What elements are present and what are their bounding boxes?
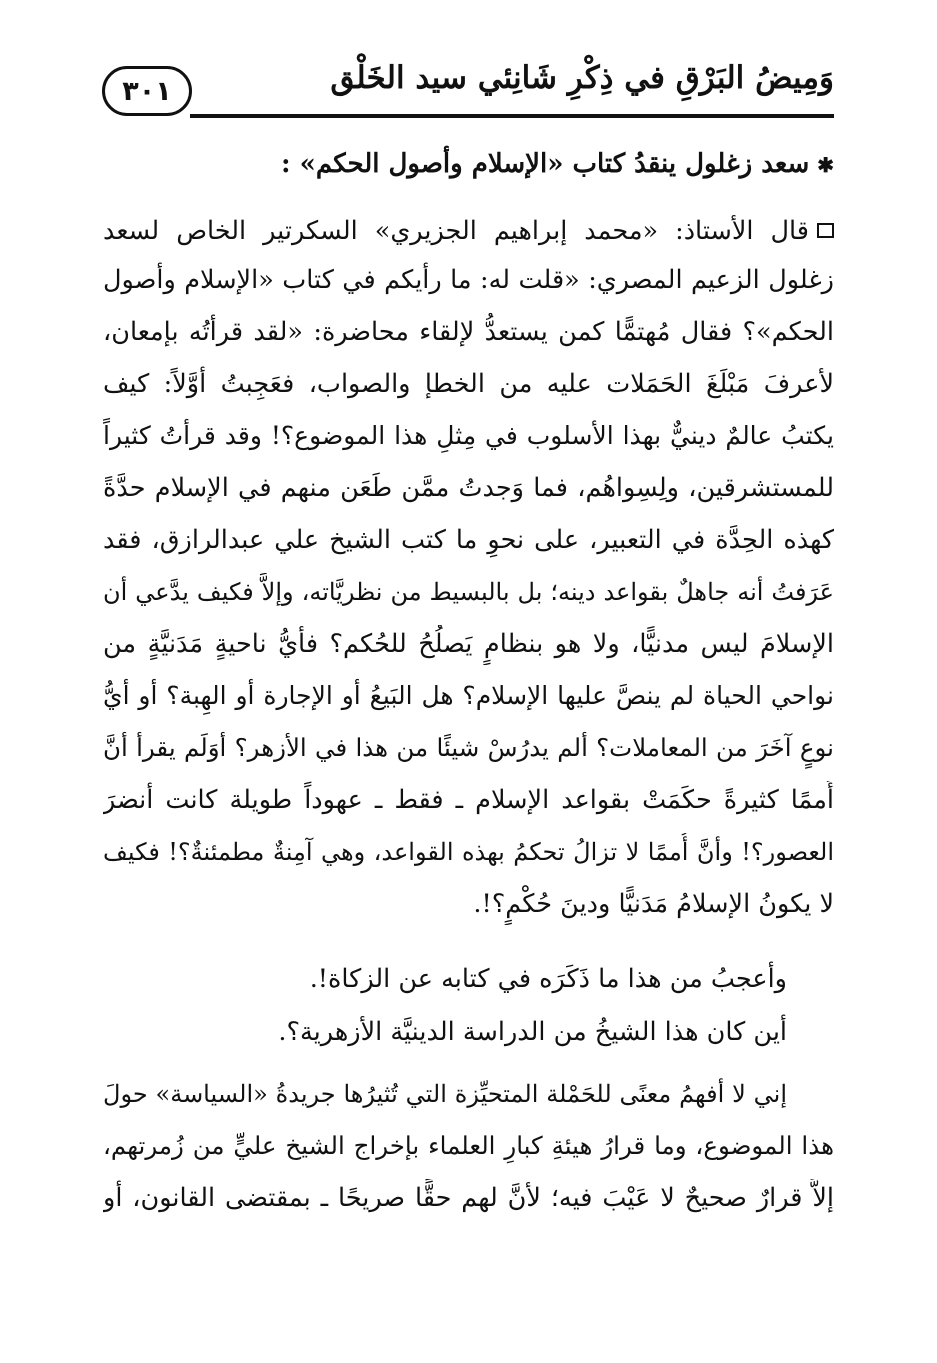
asterisk-marker-icon: ✱ — [817, 153, 834, 177]
running-title: وَمِيضُ البَرْقِ في ذِكْرِ شَانِئي سيد الخَلْق — [330, 60, 834, 96]
body-line: نوعٍ آخَرَ من المعاملات؟ ألم يدرُسْ شيئًا من هذا في الأزهر؟ أوَلَم يقرأ أنَّ — [103, 733, 834, 762]
body-line: لا يكونُ الإسلامُ مَدَنيًّا ودينَ حُكْمٍ؟!. — [473, 889, 834, 919]
paragraph-line: إني لا أفهمُ معنًى للحَمْلة المتحيِّزة التي تُثيرُها جريدةُ «السياسة» حولَ — [103, 1080, 787, 1108]
body-line: نواحي الحياة لم ينصَّ عليها الإسلام؟ هل البَيعُ أو الإجارة أو الهِبة؟ أو أيُّ — [103, 681, 834, 710]
body-line: زغلول الزعيم المصري: «قلت له: ما رأيكم في كتاب «الإسلام وأصول — [103, 265, 834, 295]
body-line: أُممًا كثيرةً حكَمَتْ بقواعد الإسلام ـ فقط ـ عهوداً طويلة كانت أنضرَ — [103, 785, 834, 815]
header-rule — [190, 114, 834, 118]
body-line: لأعرفَ مَبْلَغَ الحَمَلات عليه من الخطإ والصواب، فعَجِبتُ أوَّلاً: كيف — [103, 369, 834, 399]
body-line: الإسلامَ ليس مدنيًّا، ولا هو بنظامٍ يَصلُحُ للحُكم؟ فأيُّ ناحيةٍ مَدَنيَّةٍ من — [103, 629, 834, 659]
section-heading — [281, 149, 834, 179]
body-line: هذا الموضوع، وما قرارُ هيئةِ كبارِ العلماء بإخراج الشيخ عليٍّ من زُمرتهم، — [103, 1131, 834, 1160]
body-line: الحكم»؟ فقال مُهتمًّا كمن يستعدُّ لإلقاء محاضرة: «لقد قرأتُه بإمعان، — [103, 317, 834, 347]
body-line: العصور؟! وأنَّ أُممًا لا تزالُ تحكمُ بهذه القواعد، وهي آمِنةٌ مطمئنةٌ؟! فكيف — [103, 838, 834, 866]
square-bullet-icon — [817, 223, 834, 238]
body-line: كهذه الحِدَّة في التعبير، على نحوِ ما كتب الشيخ علي عبدالرازق، فقد — [103, 525, 834, 555]
body-line: عَرَفتُ أنه جاهلٌ بقواعد دينه؛ بل بالبسيط من نظريَّاته، وإلاَّ فكيف يدَّعي أن — [103, 578, 834, 606]
page-header — [102, 50, 834, 130]
paragraph-line: وأعجبُ من هذا ما ذَكَرَه في كتابه عن الزكاة!. — [309, 964, 787, 994]
section-heading-text: سعد زغلول ينقدُ كتاب «الإسلام وأصول الحكم» : — [280, 149, 810, 179]
body-line: للمستشرقين، ولِسِواهُم، فما وَجدتُ ممَّن طَعَن منهم في الإسلام حدَّةً — [103, 473, 834, 503]
body-line: يكتبُ عالمٌ دينيٌّ بهذا الأسلوب في مِثلِ هذا الموضوع؟! وقد قرأتُ كثيراً — [103, 421, 834, 450]
body-line: إلاَّ قرارٌ صحيحٌ لا عَيْبَ فيه؛ لأنَّ لهم حقًّا صريحًا ـ بمقتضى القانون، أو — [103, 1183, 834, 1213]
page-number: ٣٠١ — [102, 66, 192, 116]
body-line-text: قال الأستاذ: «محمد إبراهيم الجزيري» السكرتير الخاص لسعد — [103, 216, 809, 246]
paragraph-line: أين كان هذا الشيخُ من الدراسة الدينيَّة الأزهرية؟. — [278, 1017, 787, 1047]
body-line — [103, 212, 834, 252]
